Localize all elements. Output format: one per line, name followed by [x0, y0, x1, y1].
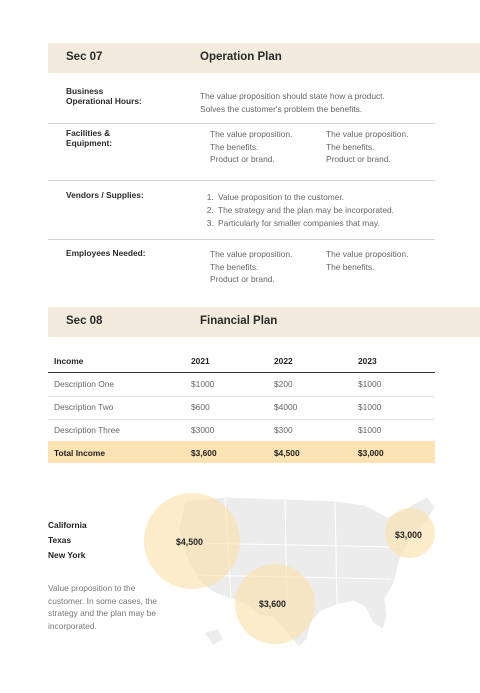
table-cell: $1000	[358, 379, 382, 389]
table-header: Income	[54, 356, 84, 366]
table-cell: $4000	[274, 402, 298, 412]
text-line: The benefits.	[326, 261, 375, 272]
divider	[48, 123, 435, 124]
table-cell: $600	[191, 402, 210, 412]
table-total-cell: $4,500	[274, 448, 300, 458]
text-line: The value proposition.	[210, 249, 293, 259]
list-item: 1. Value proposition to the customer.	[216, 191, 394, 204]
text-line: Product or brand.	[210, 154, 275, 164]
divider	[48, 239, 435, 240]
section-number: Sec 08	[66, 315, 103, 327]
label-line: Operational Hours:	[66, 96, 142, 106]
section-header-financial-plan	[48, 307, 480, 337]
table-cell: Description Three	[54, 425, 120, 435]
text-line: Solves the customer's problem the benefits.	[200, 103, 363, 114]
facilities-column-1	[210, 128, 292, 166]
text-line: The value proposition should state how a product.	[200, 91, 385, 101]
facilities-label	[66, 128, 112, 148]
list-item: 2. The strategy and the plan may be incorporated.	[216, 204, 394, 217]
section-header-operation-plan	[48, 43, 480, 73]
text-line: The benefits.	[210, 261, 259, 272]
section-title: Operation Plan	[200, 51, 282, 63]
table-cell: $300	[274, 425, 293, 435]
label-line: Business	[66, 86, 104, 96]
table-cell: Description Two	[54, 402, 114, 412]
table-total-cell: Total Income	[54, 448, 106, 458]
table-cell: $3000	[191, 425, 215, 435]
state-new-york: New York	[48, 550, 86, 560]
table-header: 2023	[358, 356, 377, 366]
text-line: The value proposition.	[326, 249, 409, 259]
table-cell: Description One	[54, 379, 115, 389]
map-description: Value proposition to the customer. In some cases, the strategy and the plan may be incorporated.	[48, 583, 157, 631]
text-line: The benefits.	[326, 141, 375, 152]
vendors-list	[200, 191, 394, 230]
divider	[48, 419, 435, 420]
state-texas: Texas	[48, 535, 72, 545]
table-total-cell: $3,000	[358, 448, 384, 458]
divider	[48, 180, 435, 181]
table-header-rule	[48, 372, 435, 373]
employees-label: Employees Needed:	[66, 248, 146, 258]
table-total-cell: $3,600	[191, 448, 217, 458]
table-cell: $1000	[191, 379, 215, 389]
state-california: California	[48, 520, 87, 530]
bubble-label: $3,600	[259, 599, 286, 609]
table-cell: $1000	[358, 425, 382, 435]
text-line: Product or brand.	[210, 274, 275, 284]
text-line: The value proposition.	[210, 129, 293, 139]
table-header: 2022	[274, 356, 293, 366]
list-item: 3. Particularly for smaller companies that may.	[216, 217, 394, 230]
bubble-label: $4,500	[176, 537, 203, 547]
table-header: 2021	[191, 356, 210, 366]
text-line: The value proposition.	[326, 129, 409, 139]
text-line: Product or brand.	[326, 154, 391, 164]
label-line: Facilities &	[66, 128, 111, 138]
business-hours-text	[200, 90, 385, 115]
table-cell: $200	[274, 379, 293, 389]
bubble-label: $3,000	[395, 530, 422, 540]
section-title: Financial Plan	[200, 315, 278, 327]
employees-column-2	[326, 248, 408, 273]
facilities-column-2	[326, 128, 408, 166]
section-number: Sec 07	[66, 51, 103, 63]
label-line: Equipment:	[66, 138, 113, 148]
divider	[48, 396, 435, 397]
business-hours-label	[66, 86, 142, 106]
employees-column-1	[210, 248, 292, 286]
vendors-label: Vendors / Supplies:	[66, 190, 144, 200]
table-cell: $1000	[358, 402, 382, 412]
text-line: The benefits.	[210, 141, 259, 152]
